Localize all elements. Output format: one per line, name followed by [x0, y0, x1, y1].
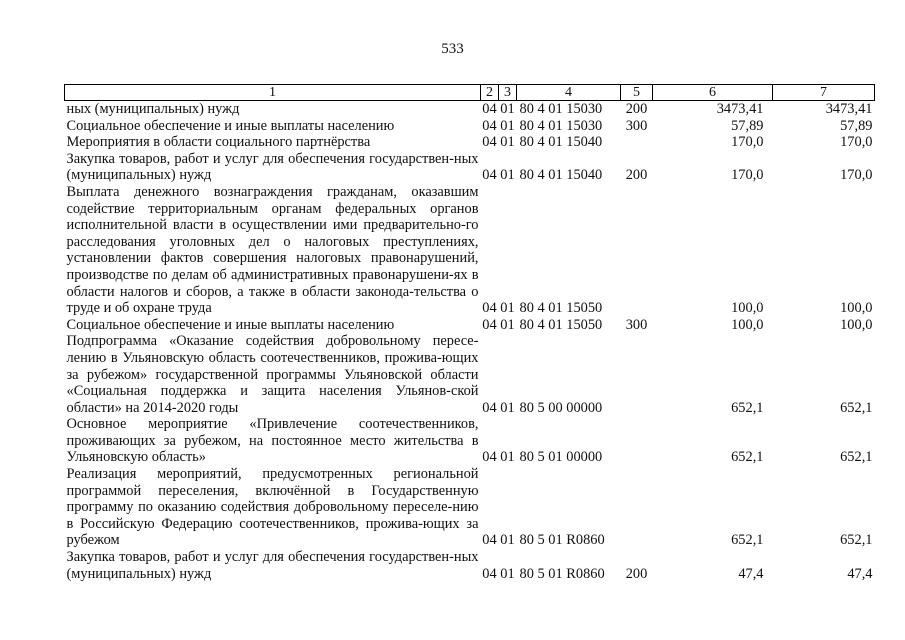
- table-row: [65, 333, 875, 416]
- row-subsection: 01: [500, 134, 515, 151]
- row-section: 04: [482, 316, 497, 333]
- row-expense-type: 300: [625, 316, 648, 333]
- row-amount-col7: 57,89: [840, 117, 873, 134]
- row-section: 04: [482, 532, 497, 549]
- table-row: [65, 151, 875, 184]
- row-name: Закупка товаров, работ и услуг для обеспечения государствен-ных (муниципальных) нужд: [66, 150, 479, 184]
- row-expense-type: [621, 466, 653, 549]
- row-target-code: 80 4 01 15040: [519, 134, 603, 151]
- row-section: 04: [482, 565, 497, 582]
- row-amount-col6: 652,1: [731, 399, 764, 416]
- header-cell-3: 3: [499, 85, 517, 101]
- row-amount-col7: 652,1: [840, 532, 873, 549]
- row-expense-type: [621, 134, 653, 151]
- header-cell-7: 7: [773, 85, 875, 101]
- row-subsection: 01: [500, 532, 515, 549]
- header-cell-5: 5: [621, 85, 653, 101]
- row-amount-col7: 652,1: [840, 449, 873, 466]
- row-amount-col7: 100,0: [840, 300, 873, 317]
- row-expense-type: [621, 416, 653, 466]
- row-expense-type: [621, 184, 653, 317]
- row-section: 04: [482, 134, 497, 151]
- row-subsection: 01: [500, 167, 515, 184]
- row-amount-col6: 100,0: [731, 316, 764, 333]
- row-amount-col6: 3473,41: [716, 101, 764, 117]
- row-target-code: 80 5 01 00000: [519, 449, 603, 466]
- row-target-code: 80 5 00 00000: [519, 399, 603, 416]
- row-subsection: 01: [500, 316, 515, 333]
- row-amount-col7: 652,1: [840, 399, 873, 416]
- row-section: 04: [482, 101, 497, 117]
- header-row: [65, 85, 875, 101]
- row-expense-type: 200: [625, 565, 648, 582]
- row-subsection: 01: [500, 565, 515, 582]
- row-target-code: 80 4 01 15050: [519, 316, 603, 333]
- row-target-code: 80 4 01 15040: [519, 167, 603, 184]
- table-row: [65, 184, 875, 317]
- row-expense-type: 300: [625, 117, 648, 134]
- row-subsection: 01: [500, 449, 515, 466]
- row-subsection: 01: [500, 300, 515, 317]
- row-amount-col6: 170,0: [731, 167, 764, 184]
- row-expense-type: 200: [625, 101, 648, 117]
- row-name: Мероприятия в области социального партнёрства: [66, 134, 371, 151]
- row-amount-col6: 170,0: [731, 134, 764, 151]
- header-cell-6: 6: [653, 85, 773, 101]
- row-subsection: 01: [500, 117, 515, 134]
- table-row: [65, 101, 875, 118]
- table-row: [65, 549, 875, 582]
- row-name: Выплата денежного вознаграждения гражданам, оказавшим содействие территориальным органам федеральных органов исполнительной власти в осуществлении ими предварительно-го расследования уголовных дел о налоговых преступлениях, установлении фактов совершения налоговых правонарушений, производстве по делам об административных правонарушени-ях в области налогов и сборов, а также в области законода-тельства о труде и об охране труда: [66, 183, 479, 317]
- row-name: Социальное обеспечение и иные выплаты населению: [66, 316, 395, 333]
- table-row: [65, 317, 875, 334]
- row-amount-col6: 652,1: [731, 532, 764, 549]
- row-target-code: 80 4 01 15050: [519, 300, 603, 317]
- table-row: [65, 118, 875, 135]
- row-amount-col7: 100,0: [840, 316, 873, 333]
- row-name: Основное мероприятие «Привлечение соотечественников, проживающих за рубежом, на постоянное место жительства в Ульяновскую область»: [66, 416, 479, 466]
- row-amount-col7: 170,0: [840, 167, 873, 184]
- row-section: 04: [482, 167, 497, 184]
- table-row: [65, 466, 875, 549]
- page-number: 533: [441, 41, 464, 57]
- row-amount-col6: 57,89: [731, 117, 764, 134]
- row-expense-type: [621, 333, 653, 416]
- row-expense-type: 200: [625, 167, 648, 184]
- row-subsection: 01: [500, 399, 515, 416]
- row-amount-col6: 47,4: [738, 565, 764, 582]
- budget-table: [64, 84, 875, 582]
- row-amount-col6: 100,0: [731, 300, 764, 317]
- row-name: Социальное обеспечение и иные выплаты населению: [66, 117, 395, 134]
- row-name: ных (муниципальных) нужд: [66, 101, 240, 117]
- header-cell-1: 1: [65, 85, 481, 101]
- row-target-code: 80 5 01 R0860: [519, 532, 605, 549]
- table-row: [65, 416, 875, 466]
- header-cell-4: 4: [517, 85, 621, 101]
- row-target-code: 80 4 01 15030: [519, 101, 603, 117]
- row-section: 04: [482, 449, 497, 466]
- header-cell-2: 2: [481, 85, 499, 101]
- row-name: Закупка товаров, работ и услуг для обеспечения государствен-ных (муниципальных) нужд: [66, 549, 479, 582]
- row-name: Подпрограмма «Оказание содействия добровольному пересе-лению в Ульяновскую область соотечественников, прожива-ющих за рубежом» государственной программы Ульяновской области «Социальная поддержка и защита населения Ульянов-ской области» на 2014-2020 годы: [66, 333, 479, 416]
- row-section: 04: [482, 399, 497, 416]
- row-amount-col7: 3473,41: [825, 101, 873, 117]
- row-name: Реализация мероприятий, предусмотренных региональной программой переселения, включённой в Государственную программу по оказанию содействия добровольному переселе-нию в Российскую Федерацию соотечественников, прожива-ющих за рубежом: [66, 466, 479, 549]
- row-amount-col7: 47,4: [847, 565, 873, 582]
- row-target-code: 80 4 01 15030: [519, 117, 603, 134]
- row-subsection: 01: [500, 101, 515, 117]
- row-amount-col7: 170,0: [840, 134, 873, 151]
- row-amount-col6: 652,1: [731, 449, 764, 466]
- row-target-code: 80 5 01 R0860: [519, 565, 605, 582]
- table-row: [65, 134, 875, 151]
- row-section: 04: [482, 117, 497, 134]
- row-section: 04: [482, 300, 497, 317]
